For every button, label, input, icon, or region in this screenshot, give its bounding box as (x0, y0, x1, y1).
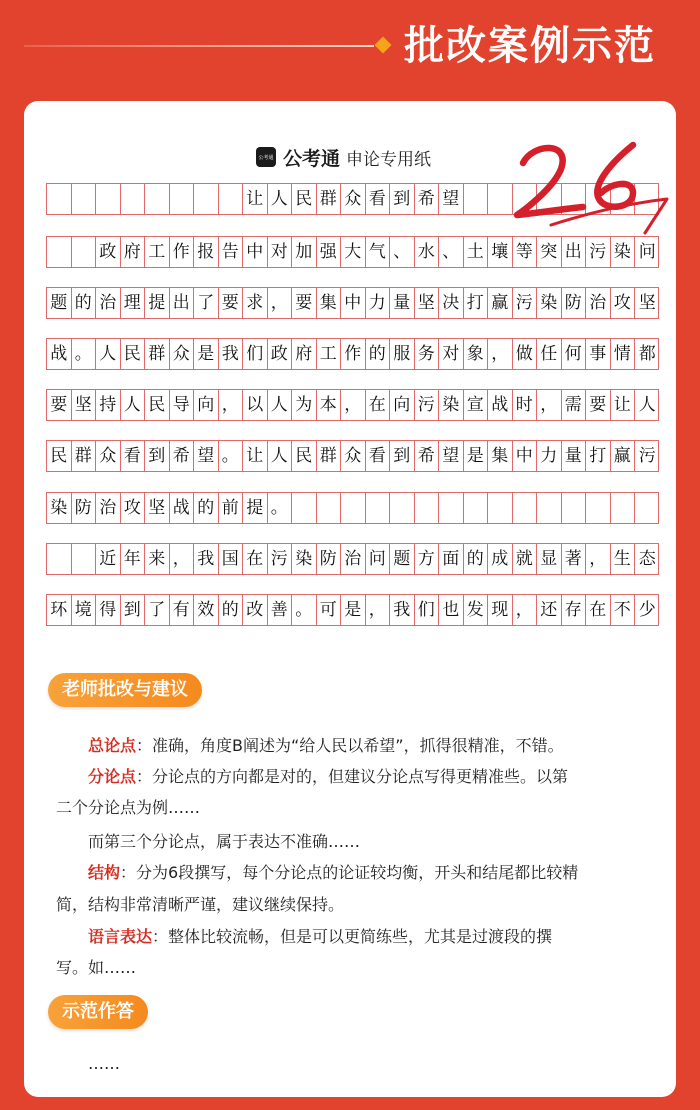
feedback-line: 结构：分为6段撰写，每个分论点的论证较均衡，开头和结尾都比较精 (88, 863, 579, 882)
grid-cell: 存 (562, 595, 587, 625)
grid-cell: 打 (464, 288, 489, 318)
grid-cell (170, 184, 195, 214)
grid-cell: 人 (96, 339, 121, 369)
grid-cell: 在 (366, 390, 391, 420)
grid-cell: 看 (366, 184, 391, 214)
grid-cell: 情 (611, 339, 636, 369)
grid-cell: 坚 (145, 493, 170, 523)
grid-cell: 力 (366, 288, 391, 318)
grid-cell: 事 (586, 339, 611, 369)
grid-cell: ， (537, 390, 562, 420)
grid-cell (317, 493, 342, 523)
grid-cell: ， (170, 544, 195, 574)
grid-cell: 本 (317, 390, 342, 420)
grid-cell: 希 (415, 184, 440, 214)
grid-cell: 让 (243, 184, 268, 214)
feedback-line: 写。如…… (56, 958, 137, 977)
handwritten-score (509, 129, 676, 249)
grid-cell (635, 493, 660, 523)
grid-cell (439, 493, 464, 523)
grid-cell: 是 (194, 339, 219, 369)
grid-cell (586, 493, 611, 523)
grid-cell: 战 (170, 493, 195, 523)
paper-brand (256, 144, 431, 170)
feedback-line: 二个分论点为例…… (56, 798, 201, 817)
grid-cell: 坚 (72, 390, 97, 420)
grid-cell: 了 (145, 595, 170, 625)
grid-cell: 等 (513, 237, 538, 267)
grid-cell (464, 493, 489, 523)
grid-cell: 望 (194, 441, 219, 471)
grid-cell: 求 (243, 288, 268, 318)
grid-cell: 人 (638, 395, 656, 415)
grid-cell (611, 493, 636, 523)
grid-cell: 。 (72, 339, 97, 369)
grid-cell: 务 (415, 339, 440, 369)
grid-cell: 强 (317, 237, 342, 267)
grid-cell: 集 (488, 441, 513, 471)
grid-cell (537, 493, 562, 523)
grid-cell: 污 (513, 288, 538, 318)
grid-cell (72, 237, 97, 267)
grid-cell: 。 (292, 595, 317, 625)
grid-cell: 何 (562, 339, 587, 369)
grid-cell: 持 (96, 390, 121, 420)
grid-cell (341, 493, 366, 523)
grid-cell: 让 (611, 390, 636, 420)
grid-cell: 我 (390, 595, 415, 625)
feedback-line: 总论点：准确，角度B阐述为“给人民以希望”，抓得很精准，不错。 (88, 736, 564, 755)
grid-cell: 们 (415, 595, 440, 625)
grid-cell: 量 (562, 441, 587, 471)
grid-cell: 是 (341, 595, 366, 625)
grid-cell: 年 (121, 544, 146, 574)
grid-cell (513, 493, 538, 523)
grid-cell: 要 (292, 288, 317, 318)
header-divider-line (24, 45, 374, 47)
grid-cell: 前 (219, 493, 244, 523)
grid-cell: 人 (268, 441, 293, 471)
grid-cell: 态 (638, 549, 656, 569)
grid-cell: 坚 (638, 293, 656, 313)
grid-cell: 来 (145, 544, 170, 574)
grid-cell: 加 (292, 237, 317, 267)
grid-cell: 向 (390, 390, 415, 420)
grid-cell: 决 (439, 288, 464, 318)
grid-cell: 现 (488, 595, 513, 625)
grid-cell: 污 (638, 446, 656, 466)
grid-cell: 少 (638, 600, 656, 620)
grid-cell: 都 (638, 344, 656, 364)
grid-cell: 是 (464, 441, 489, 471)
grid-cell: 政 (268, 339, 293, 369)
essay-row (46, 440, 659, 472)
grid-cell: 任 (537, 339, 562, 369)
grid-cell: 。 (219, 441, 244, 471)
grid-cell: 防 (562, 288, 587, 318)
grid-cell: 中 (243, 237, 268, 267)
grid-cell: 的 (194, 493, 219, 523)
grid-cell: 众 (96, 441, 121, 471)
grid-cell: 有 (170, 595, 195, 625)
grid-cell: 气 (366, 237, 391, 267)
grid-cell: ， (513, 595, 538, 625)
grid-cell: 水 (415, 237, 440, 267)
grid-cell: 的 (219, 595, 244, 625)
demo-answer-text: …… (88, 1054, 120, 1073)
grid-cell: 让 (243, 441, 268, 471)
grid-cell: 的 (72, 288, 97, 318)
feedback-line: 而第三个分论点，属于表达不准确…… (88, 832, 361, 851)
grid-cell: 得 (96, 595, 121, 625)
grid-cell: 群 (72, 441, 97, 471)
grid-cell: 对 (439, 339, 464, 369)
grid-cell: 题 (47, 288, 72, 318)
grid-cell (562, 493, 587, 523)
grid-cell (121, 184, 146, 214)
diamond-icon (375, 37, 392, 54)
grid-cell: 防 (72, 493, 97, 523)
grid-cell: 人 (121, 390, 146, 420)
grid-cell (415, 493, 440, 523)
grid-cell: 善 (268, 595, 293, 625)
grid-cell: 到 (121, 595, 146, 625)
grid-cell: 的 (464, 544, 489, 574)
essay-row (46, 594, 659, 626)
grid-cell: 问 (638, 242, 656, 262)
grid-cell: ， (366, 595, 391, 625)
grid-cell: 治 (96, 493, 121, 523)
grid-cell: 也 (439, 595, 464, 625)
grid-cell: 发 (464, 595, 489, 625)
grid-cell: 望 (439, 184, 464, 214)
grid-cell: 在 (586, 595, 611, 625)
grid-cell: 。 (268, 493, 293, 523)
grid-cell (72, 184, 97, 214)
grid-cell: 著 (562, 544, 587, 574)
grid-cell: 希 (415, 441, 440, 471)
grid-cell: 就 (513, 544, 538, 574)
grid-cell: 近 (96, 544, 121, 574)
grid-cell (219, 184, 244, 214)
grid-cell: 大 (341, 237, 366, 267)
grid-cell: 要 (219, 288, 244, 318)
grid-cell: 象 (464, 339, 489, 369)
grid-cell: 服 (390, 339, 415, 369)
grid-cell: 还 (537, 595, 562, 625)
grid-cell: 到 (390, 184, 415, 214)
grid-cell: 到 (145, 441, 170, 471)
grid-cell: 中 (513, 441, 538, 471)
grid-cell: 府 (292, 339, 317, 369)
grid-cell: 防 (317, 544, 342, 574)
grid-cell: 理 (121, 288, 146, 318)
grid-cell: 污 (415, 390, 440, 420)
grid-cell: 民 (292, 184, 317, 214)
essay-row (46, 492, 659, 524)
grid-cell: 壤 (488, 237, 513, 267)
grid-cell: 工 (145, 237, 170, 267)
grid-cell: 显 (537, 544, 562, 574)
grid-cell: 出 (562, 237, 587, 267)
score-value: 26 (589, 178, 592, 180)
grid-cell: 出 (170, 288, 195, 318)
grid-cell: 环 (47, 595, 72, 625)
grid-cell: 土 (464, 237, 489, 267)
grid-cell: 突 (537, 237, 562, 267)
grid-cell: 染 (537, 288, 562, 318)
grid-cell: 在 (243, 544, 268, 574)
grid-cell: 告 (219, 237, 244, 267)
grid-cell: 生 (611, 544, 636, 574)
content-card (24, 101, 676, 1097)
grid-cell: 看 (366, 441, 391, 471)
grid-cell: 污 (268, 544, 293, 574)
grid-cell: 要 (586, 390, 611, 420)
grid-cell: 国 (219, 544, 244, 574)
grid-cell: 为 (292, 390, 317, 420)
paper-title: 申论专用纸 (346, 149, 432, 170)
grid-cell: 希 (170, 441, 195, 471)
grid-cell: 治 (341, 544, 366, 574)
grid-cell: ， (488, 339, 513, 369)
page-header (0, 0, 700, 100)
essay-row (46, 389, 659, 421)
grid-cell: 赢 (611, 441, 636, 471)
grid-cell (47, 237, 72, 267)
grid-cell: ， (219, 390, 244, 420)
grid-cell (145, 184, 170, 214)
grid-cell (194, 184, 219, 214)
grid-cell: 群 (317, 184, 342, 214)
grid-cell: 需 (562, 390, 587, 420)
grid-cell: 时 (513, 390, 538, 420)
grid-cell: 工 (317, 339, 342, 369)
grid-cell: 力 (537, 441, 562, 471)
grid-cell: 集 (317, 288, 342, 318)
grid-cell: ， (268, 288, 293, 318)
grid-cell: 群 (317, 441, 342, 471)
grid-cell: 众 (341, 184, 366, 214)
grid-cell: 题 (390, 544, 415, 574)
grid-cell: 方 (415, 544, 440, 574)
grid-cell: 我 (219, 339, 244, 369)
grid-cell: 民 (121, 339, 146, 369)
grid-cell: 不 (611, 595, 636, 625)
grid-cell: 可 (317, 595, 342, 625)
feedback-line: 分论点：分论点的方向都是对的，但建议分论点写得更精准些。以第 (88, 767, 569, 786)
grid-cell: 攻 (611, 288, 636, 318)
grid-cell: 民 (47, 441, 72, 471)
grid-cell: 向 (194, 390, 219, 420)
grid-cell (464, 184, 489, 214)
grid-cell: 要 (47, 390, 72, 420)
grid-cell: 府 (121, 237, 146, 267)
grid-cell (390, 493, 415, 523)
grid-cell: 众 (341, 441, 366, 471)
grid-cell: 民 (145, 390, 170, 420)
page-title: 批改案例示范 (404, 23, 656, 69)
grid-cell: 坚 (415, 288, 440, 318)
grid-cell: 人 (268, 390, 293, 420)
grid-cell: 中 (341, 288, 366, 318)
grid-cell: 染 (439, 390, 464, 420)
grid-cell (72, 544, 97, 574)
grid-cell: 战 (488, 390, 513, 420)
grid-cell: 做 (513, 339, 538, 369)
grid-cell: 看 (121, 441, 146, 471)
grid-cell: 政 (96, 237, 121, 267)
grid-cell: ， (586, 544, 611, 574)
grid-cell: 打 (586, 441, 611, 471)
grid-cell: 导 (170, 390, 195, 420)
grid-cell: 群 (145, 339, 170, 369)
grid-cell: 提 (145, 288, 170, 318)
grid-cell: 量 (390, 288, 415, 318)
grid-cell: 、 (439, 237, 464, 267)
grid-cell: 成 (488, 544, 513, 574)
feedback-line: 简，结构非常清晰严谨，建议继续保持。 (56, 895, 345, 914)
grid-cell: 效 (194, 595, 219, 625)
grid-cell: 对 (268, 237, 293, 267)
grid-cell: 染 (611, 237, 636, 267)
grid-cell: 提 (243, 493, 268, 523)
grid-cell: 我 (194, 544, 219, 574)
grid-cell: 改 (243, 595, 268, 625)
grid-cell: 人 (268, 184, 293, 214)
grid-cell: 污 (586, 237, 611, 267)
brand-name: 公考通 (283, 147, 341, 170)
grid-cell: 到 (390, 441, 415, 471)
grid-cell: 战 (47, 339, 72, 369)
grid-cell: 染 (292, 544, 317, 574)
grid-cell: 的 (366, 339, 391, 369)
grid-cell: 望 (439, 441, 464, 471)
brand-logo-icon: 公考通 (256, 147, 276, 167)
grid-cell: 作 (170, 237, 195, 267)
grid-cell: 们 (243, 339, 268, 369)
essay-row (46, 287, 659, 319)
essay-row (46, 543, 659, 575)
feedback-section-title: 老师批改与建议 (48, 673, 202, 707)
demo-section-title: 示范作答 (48, 995, 148, 1029)
grid-cell: 众 (170, 339, 195, 369)
grid-cell: 染 (47, 493, 72, 523)
grid-cell: 作 (341, 339, 366, 369)
grid-cell: 治 (96, 288, 121, 318)
grid-cell (366, 493, 391, 523)
grid-cell: 赢 (488, 288, 513, 318)
grid-cell: 以 (243, 390, 268, 420)
essay-grid (46, 183, 659, 653)
grid-cell (292, 493, 317, 523)
grid-cell: 报 (194, 237, 219, 267)
grid-cell: 了 (194, 288, 219, 318)
grid-cell: 治 (586, 288, 611, 318)
grid-cell: 攻 (121, 493, 146, 523)
grid-cell: 面 (439, 544, 464, 574)
grid-cell: 民 (292, 441, 317, 471)
grid-cell: ， (341, 390, 366, 420)
grid-cell: 境 (72, 595, 97, 625)
grid-cell (47, 184, 72, 214)
grid-cell: 宣 (464, 390, 489, 420)
grid-cell: 问 (366, 544, 391, 574)
feedback-line: 语言表达：整体比较流畅，但是可以更简练些，尤其是过渡段的撰 (88, 927, 553, 946)
essay-row (46, 338, 659, 370)
grid-cell (47, 544, 72, 574)
grid-cell (96, 184, 121, 214)
grid-cell (488, 493, 513, 523)
grid-cell: 、 (390, 237, 415, 267)
